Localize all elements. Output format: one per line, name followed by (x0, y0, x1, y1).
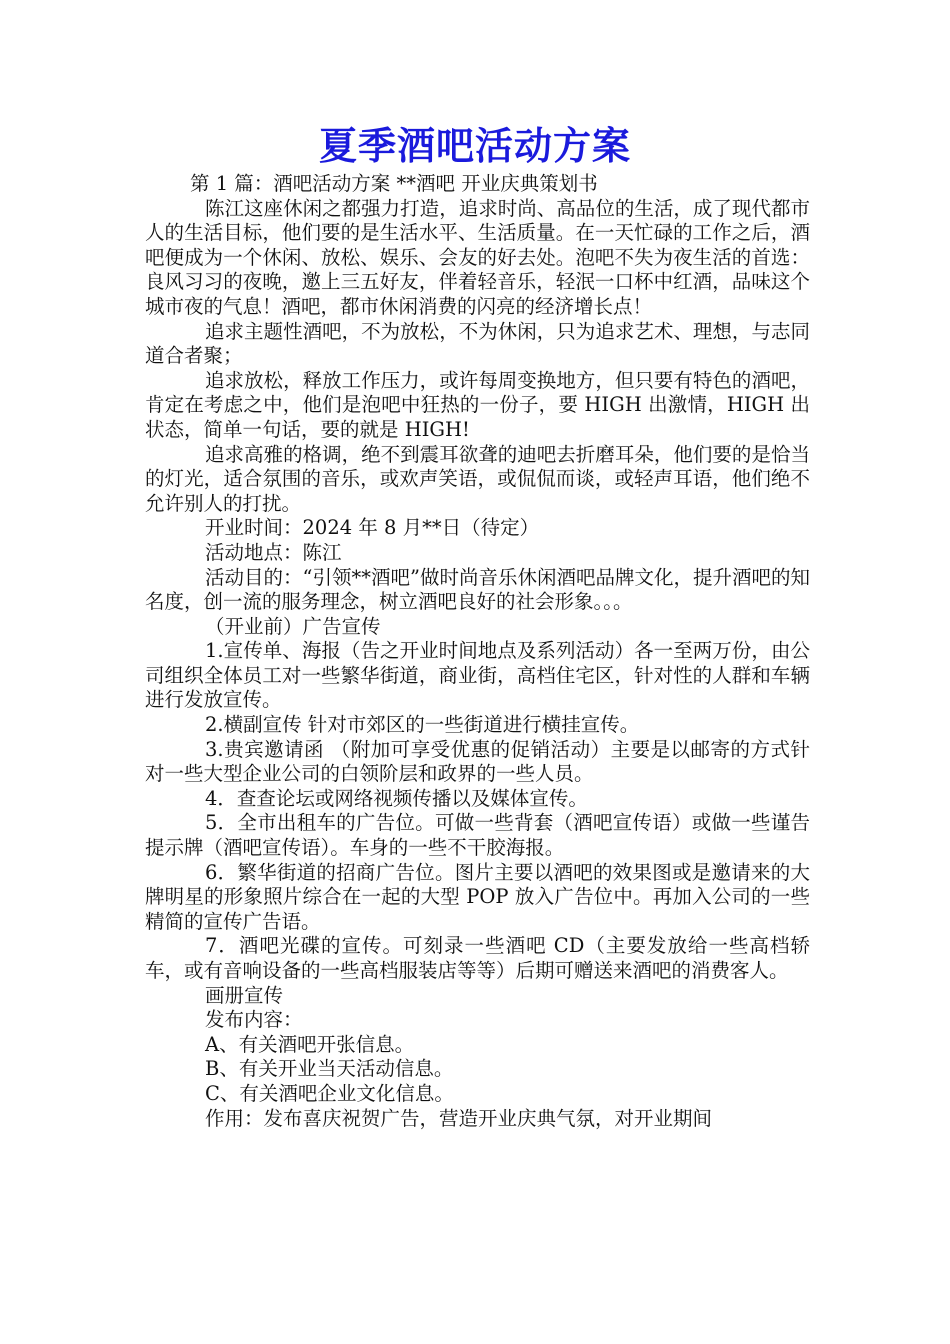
paragraph: 6．繁华街道的招商广告位。图片主要以酒吧的效果图或是邀请来的大牌明星的形象照片综合在一起的大型 POP 放入广告位中。再加入公司的一些精简的宣传广告语。 (145, 860, 810, 933)
paragraph: 追求主题性酒吧，不为放松，不为休闲，只为追求艺术、理想，与志同道合者聚； (145, 319, 810, 368)
paragraph: 活动地点：陈江 (205, 540, 342, 564)
paragraph: 3.贵宾邀请函 （附加可享受优惠的促销活动）主要是以邮寄的方式针对一些大型企业公司的白领阶层和政界的一些人员。 (145, 737, 810, 786)
document-title: 夏季酒吧活动方案 (318, 124, 631, 168)
paragraph: 画册宣传 (205, 983, 284, 1007)
paragraph: 追求高雅的格调，绝不到震耳欲聋的迪吧去折磨耳朵，他们要的是恰当的灯光，适合氛围的音乐，或欢声笑语，或侃侃而谈，或轻声耳语，他们绝不允许别人的打扰。 (145, 442, 810, 515)
document-subtitle: 第 1 篇：酒吧活动方案 **酒吧 开业庆典策划书 (190, 172, 598, 195)
paragraph: （开业前）广告宣传 (205, 614, 381, 638)
paragraph: 2.横副宣传 针对市郊区的一些街道进行横挂宣传。 (205, 713, 640, 737)
paragraph: 活动目的：“引领**酒吧”做时尚音乐休闲酒吧品牌文化，提升酒吧的知名度，创一流的服务理念，树立酒吧良好的社会形象。。。 (145, 565, 810, 614)
paragraph: 作用：发布喜庆祝贺广告，营造开业庆典气氛，对开业期间 (205, 1106, 713, 1130)
paragraph: A、有关酒吧开张信息。 (205, 1032, 415, 1056)
paragraph: B、有关开业当天活动信息。 (205, 1057, 454, 1081)
paragraph: 追求放松，释放工作压力，或许每周变换地方，但只要有特色的酒吧，肯定在考虑之中，他们是泡吧中狂热的一份子，要 HIGH 出激情，HIGH 出状态，简单一句话，要的就是 HIGH! (145, 368, 810, 441)
paragraph: 陈江这座休闲之都强力打造，追求时尚、高品位的生活，成了现代都市人的生活目标，他们要的是生活水平、生活质量。在一天忙碌的工作之后，酒吧便成为一个休闲、放松、娱乐、会友的好去处。泡吧不失为夜生活的首选：良风习习的夜晚，邀上三五好友，伴着轻音乐，轻泯一口杯中红酒，品味这个城市夜的气息！酒吧，都市休闲消费的闪亮的经济增长点！ (145, 196, 810, 318)
paragraph: 7．酒吧光碟的宣传。可刻录一些酒吧 CD（主要发放给一些高档轿车，或有音响设备的一些高档服装店等等）后期可赠送来酒吧的消费客人。 (145, 934, 810, 982)
paragraph: 4．查查论坛或网络视频传播以及媒体宣传。 (205, 786, 588, 810)
paragraph: 发布内容： (205, 1008, 303, 1032)
document-body (145, 172, 810, 1131)
paragraph: 5．全市出租车的广告位。可做一些背套（酒吧宣传语）或做一些谨告提示牌（酒吧宣传语）。车身的一些不干胶海报。 (145, 811, 810, 860)
paragraph: 1.宣传单、海报（告之开业时间地点及系列活动）各一至两万份，由公司组织全体员工对一些繁华街道，商业街，高档住宅区，针对性的人群和车辆进行发放宣传。 (145, 639, 810, 712)
paragraph: C、有关酒吧企业文化信息。 (205, 1081, 454, 1105)
paragraph: 开业时间：2024 年 8 月**日（待定） (205, 516, 540, 540)
